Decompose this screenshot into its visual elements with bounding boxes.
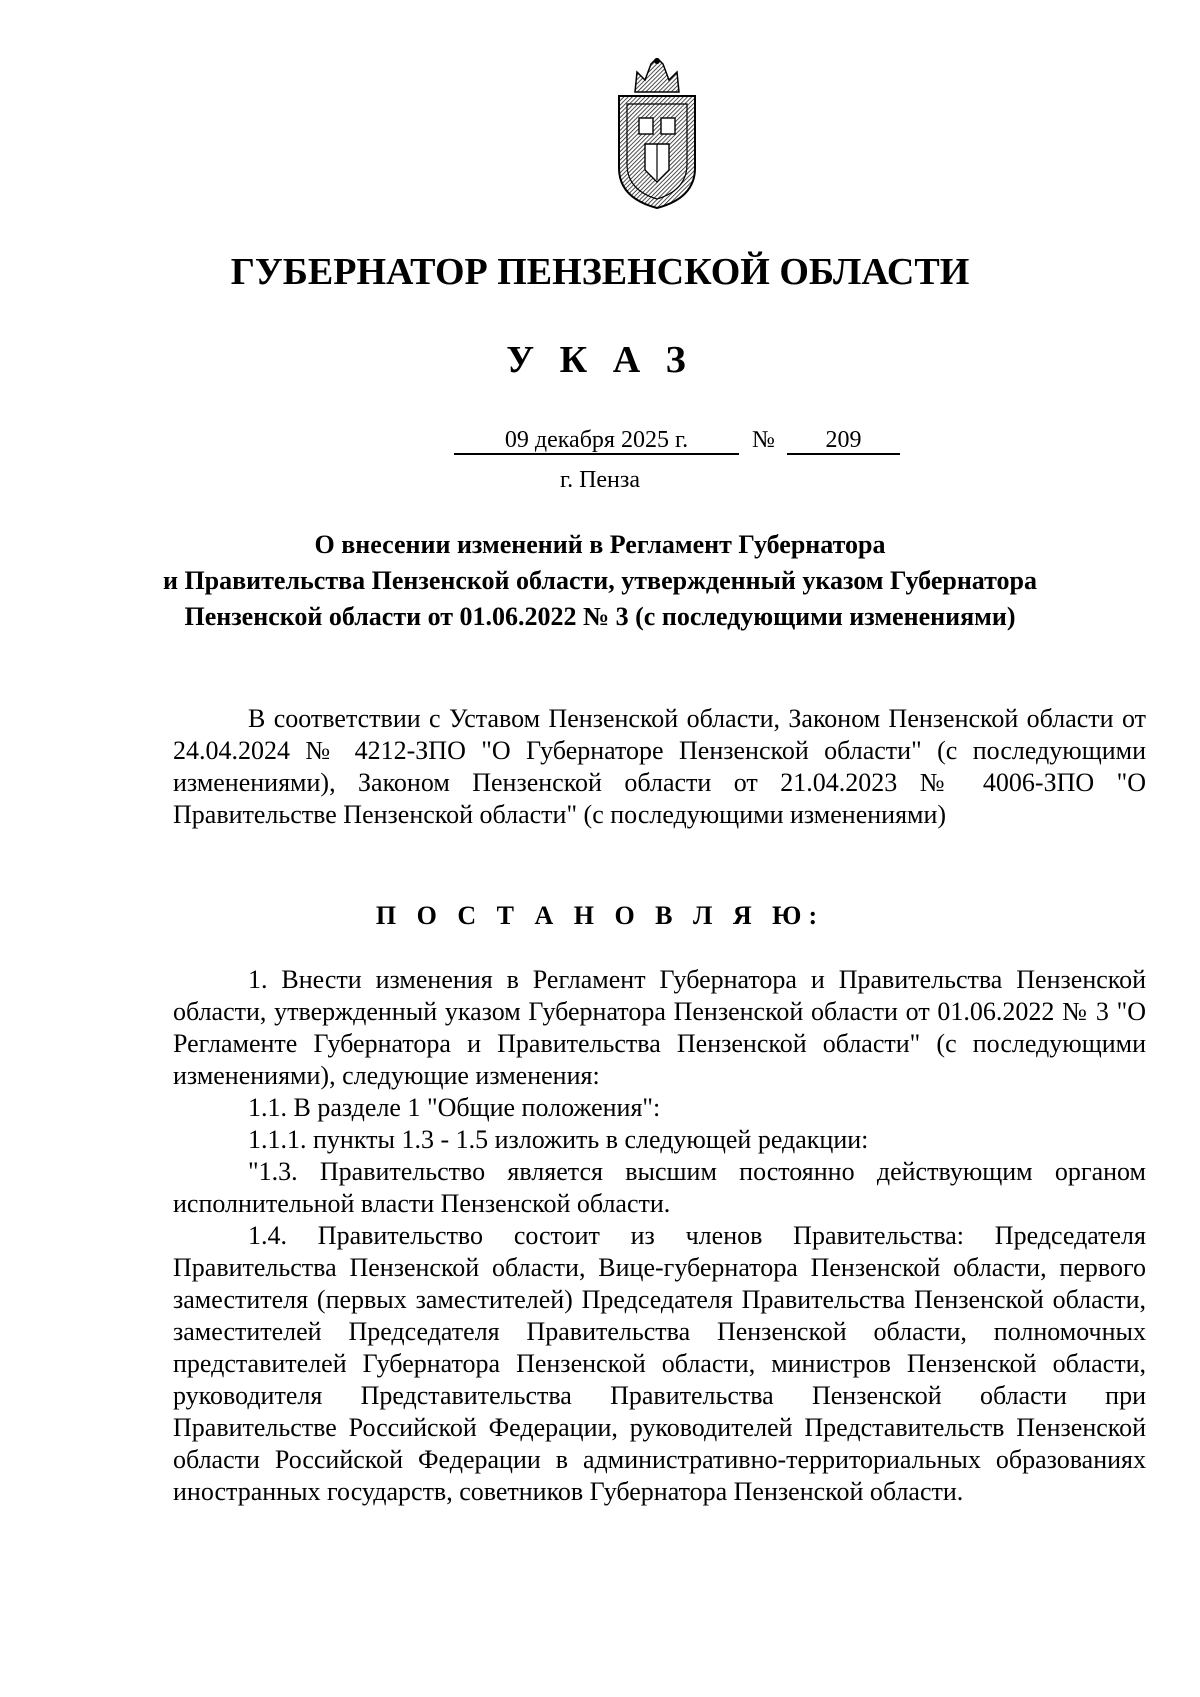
title-line: Пензенской области от 01.06.2022 № 3 (с последующими изменениями) xyxy=(184,602,1016,631)
body-paragraph: 1. Внести изменения в Регламент Губернатора и Правительства Пензенской области, утвержденный указом Губернатора Пензенской области от 01.06.2022 № 3 "О Регламенте Губернатора и Правительства Пензенской области" (с последующими изменениями), следующие изменения: xyxy=(173,965,1146,1090)
body-paragraph: 1.4. Правительство состоит из членов Правительства: Председателя Правительства Пензенской области, Вице-губернатора Пензенской области, первого заместителя (первых заместителей) Председателя Правительства Пензенской области, заместителей Председателя Правительства Пензенской области, полномочных представителей Губернатора Пензенской области, министров Пензенской области, руководителя Представительства Правительства Пензенской области при Правительстве Российской Федерации, руководителей Представительств Пензенской области Российской Федерации в административно-территориальных образованиях иностранных государств, советников Губернатора Пензенской области. xyxy=(173,1221,1146,1506)
date-field: 09 декабря 2025 г. xyxy=(454,425,739,455)
decree-heading: П О С Т А Н О В Л Я Ю: xyxy=(375,901,825,930)
title-line: и Правительства Пензенской области, утвержденный указом Губернатора xyxy=(162,566,1038,595)
preamble-paragraph: В соответствии с Уставом Пензенской области, Законом Пензенской области от 24.04.2024 № 4212-ЗПО "О Губернаторе Пензенской области" (с последующими изменениями), Законом Пензенской области от 21.04.2023 № 4006-ЗПО "О Правительстве Пензенской области" (с последующими изменениями) xyxy=(173,704,1146,829)
preamble-block xyxy=(173,703,1146,831)
number-field: 209 xyxy=(787,425,900,455)
city-label: г. Пенза xyxy=(559,467,641,493)
number-sign: № xyxy=(752,427,775,453)
coat-of-arms-icon xyxy=(607,58,707,210)
decree-body xyxy=(173,964,1146,1508)
body-paragraph: 1.1.1. пункты 1.3 - 1.5 изложить в следующей редакции: xyxy=(248,1125,869,1154)
document-type-heading: У К А З xyxy=(506,339,694,381)
date-number-line xyxy=(0,425,1200,455)
body-paragraph: 1.1. В разделе 1 "Общие положения": xyxy=(248,1093,661,1122)
title-line: О внесении изменений в Регламент Губернатора xyxy=(314,530,886,559)
organization-heading: ГУБЕРНАТОР ПЕНЗЕНСКОЙ ОБЛАСТИ xyxy=(230,251,970,293)
document-title xyxy=(150,527,1050,635)
body-paragraph: "1.3. Правительство является высшим постоянно действующим органом исполнительной власти Пензенской области. xyxy=(173,1157,1146,1218)
